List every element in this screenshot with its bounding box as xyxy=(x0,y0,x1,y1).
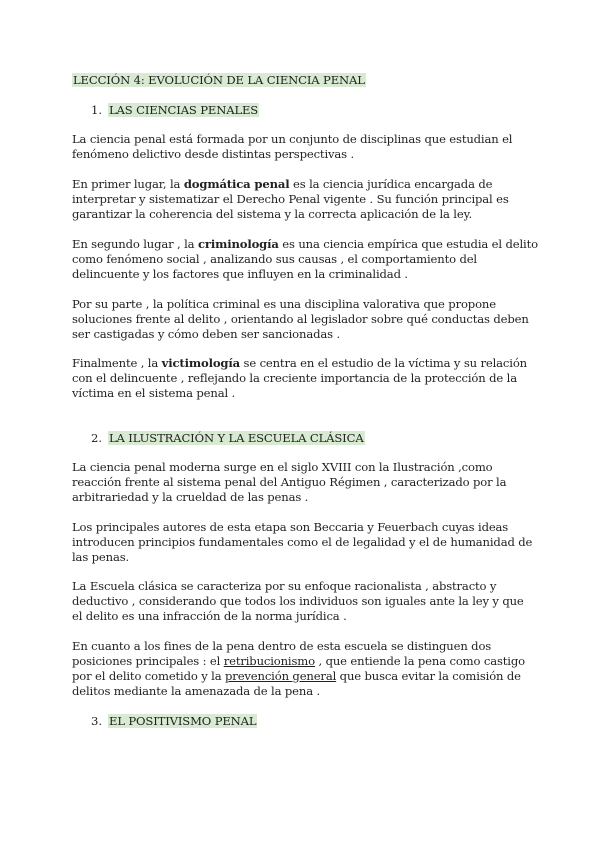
s1-p2-line-1 xyxy=(72,177,492,192)
term-dogmatica-penal: dogmática penal xyxy=(183,177,290,191)
section-3-heading xyxy=(108,714,257,729)
s1-p2-line-2: interpretar y sistematizar el Derecho Penal vigente . Su función principal es xyxy=(72,192,509,206)
section-1-number: 1. xyxy=(91,103,103,117)
s1-p3-line-1 xyxy=(72,237,538,252)
s1-p5-pre: Finalmente , la xyxy=(72,356,162,370)
s1-p3-line-3: delincuente y los factores que influyen en la criminalidad . xyxy=(72,267,408,281)
s1-p5-line-1 xyxy=(72,356,527,371)
s2-p4-l3-post: que busca evitar la comisión de xyxy=(336,669,521,683)
s2-p3-line-3: el delito es una infracción de la norma jurídica . xyxy=(72,609,347,623)
s2-p4-line-3 xyxy=(72,669,521,684)
s1-p2-post: es la ciencia jurídica encargada de xyxy=(289,177,493,191)
s1-p1-line-2: fenómeno delictivo desde distintas perspectivas . xyxy=(72,147,355,161)
s1-p2-line-3: garantizar la coherencia del sistema y la correcta aplicación de la ley. xyxy=(72,207,472,221)
s1-p1-line-1: La ciencia penal está formada por un conjunto de disciplinas que estudian el xyxy=(72,132,513,146)
s1-p3-line-2: como fenómeno social , analizando sus causas , el comportamiento del xyxy=(72,252,477,266)
s1-p5-post: se centra en el estudio de la víctima y su relación xyxy=(239,356,527,370)
s2-p1-line-3: arbitrariedad y la crueldad de las penas . xyxy=(72,490,309,504)
term-retribucionismo: retribucionismo xyxy=(223,654,315,668)
section-2-heading-text: LA ILUSTRACIÓN Y LA ESCUELA CLÁSICA xyxy=(109,431,364,445)
s2-p4-l2-pre: posiciones principales : el xyxy=(72,654,224,668)
s2-p4-line-1: En cuanto a los fines de la pena dentro de esta escuela se distinguen dos xyxy=(72,639,492,653)
section-2-heading xyxy=(108,431,365,446)
lesson-title-text: LECCIÓN 4: EVOLUCIÓN DE LA CIENCIA PENAL xyxy=(73,73,365,87)
section-3-number: 3. xyxy=(91,714,103,728)
s2-p4-line-2 xyxy=(72,654,525,669)
s1-p3-pre: En segundo lugar , la xyxy=(72,237,198,251)
s2-p4-l2-post: , que entiende la pena como castigo xyxy=(314,654,525,668)
s2-p2-line-3: las penas. xyxy=(72,550,130,564)
s1-p4-line-1: Por su parte , la política criminal es una disciplina valorativa que propone xyxy=(72,297,496,311)
s2-p2-line-2: introducen principios fundamentales como el de legalidad y el de humanidad de xyxy=(72,535,533,549)
s1-p4-line-2: soluciones frente al delito , orientando al legislador sobre qué conductas deben xyxy=(72,312,529,326)
section-1-heading xyxy=(108,103,259,118)
s1-p4-line-3: ser castigadas y cómo deben ser sancionadas . xyxy=(72,327,340,341)
s1-p5-line-2: con el delincuente , reflejando la creciente importancia de la protección de la xyxy=(72,371,517,385)
s2-p3-line-2: deductivo , considerando que todos los individuos son iguales ante la ley y que xyxy=(72,594,524,608)
s1-p3-post: es una ciencia empírica que estudia el delito xyxy=(278,237,538,251)
s2-p1-line-2: reacción frente al sistema penal del Antiguo Régimen , caracterizado por la xyxy=(72,475,507,489)
s2-p4-l3-pre: por el delito cometido y la xyxy=(72,669,226,683)
s1-p2-pre: En primer lugar, la xyxy=(72,177,184,191)
s2-p4-line-4: delitos mediante la amenazada de la pena . xyxy=(72,684,321,698)
section-1-heading-text: LAS CIENCIAS PENALES xyxy=(109,103,259,117)
lesson-title xyxy=(72,73,366,88)
s2-p2-line-1: Los principales autores de esta etapa son Beccaria y Feuerbach cuyas ideas xyxy=(72,520,509,534)
section-3-heading-text: EL POSITIVISMO PENAL xyxy=(109,714,257,728)
s2-p1-line-1: La ciencia penal moderna surge en el siglo XVIII con la Ilustración ,como xyxy=(72,460,493,474)
term-prevencion-general: prevención general xyxy=(225,669,337,683)
term-criminologia: criminología xyxy=(197,237,279,251)
s1-p5-line-3: víctima en el sistema penal . xyxy=(72,386,236,400)
section-2-number: 2. xyxy=(91,431,103,445)
s2-p3-line-1: La Escuela clásica se caracteriza por su enfoque racionalista , abstracto y xyxy=(72,579,497,593)
term-victimologia: victimología xyxy=(161,356,240,370)
